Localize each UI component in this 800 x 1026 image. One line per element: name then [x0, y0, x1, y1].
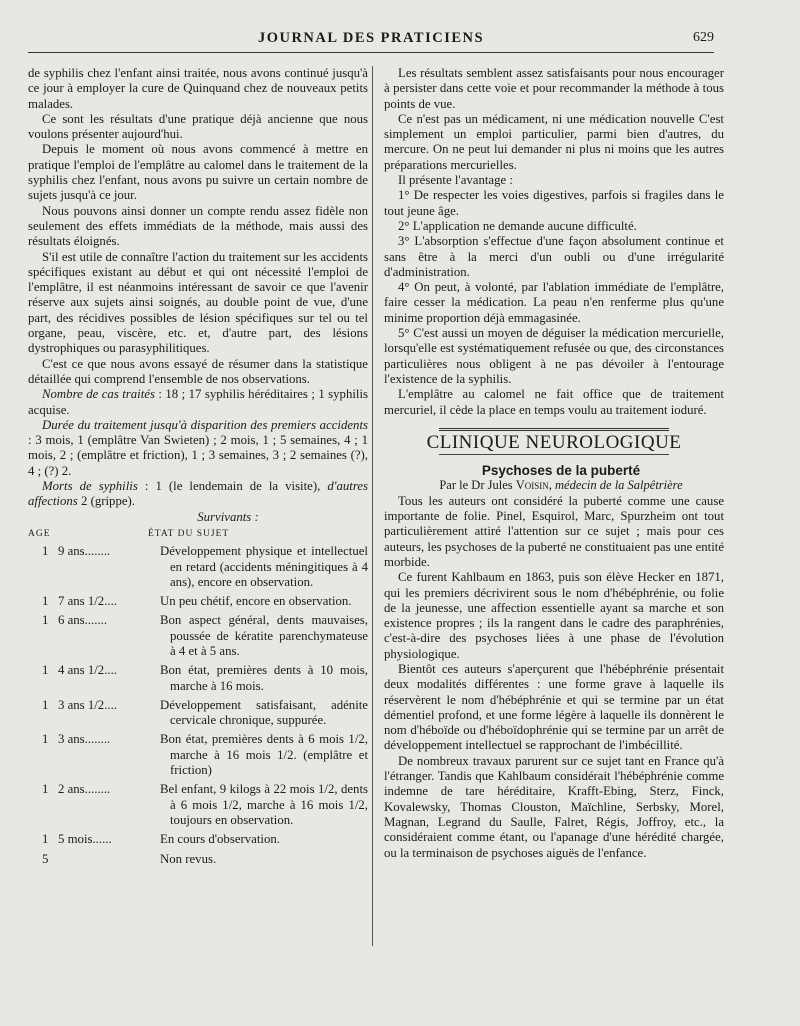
- count-cell: 1: [42, 663, 49, 678]
- count-cell: 1: [42, 782, 49, 797]
- state-cell: Bon état, premières dents à 6 mois 1/2, marche à 16 mois 1/2. (emplâtre et friction): [160, 732, 368, 778]
- state-cell: Bel enfant, 9 kilogs à 22 mois 1/2, dents à 6 mois 1/2, marche à 16 mois 1/2, toujours en observation.: [160, 782, 368, 827]
- advantages-intro: Il présente l'avantage :: [398, 173, 513, 188]
- stat-value: : 3 mois, 1 (emplâtre Van Swieten) ; 2 mois, 1 ; 5 semaines, 4 ; 1 mois, 2 ; (emplâtre et friction), 1 ; 3 semaines, 3 ; 2 semaines (?), 4 ; (?) 2.: [28, 433, 368, 478]
- state-cell: Non revus.: [160, 851, 217, 866]
- state-cell: Développement physique et intellectuel en retard (accidents méningitiques à 4 ans), encore en observation.: [160, 544, 368, 589]
- paragraph: Ce n'est pas un médicament, ni une médication nouvelle C'est simplement un emploi particulier, parmi bien d'autres, du mercure. On ne peut lui demander ni plus ni moins que les autres préparations mercurielles.: [384, 111, 724, 172]
- stat-value: : 18 ; 17 syphilis héréditaires ; 1 syphilis acquise.: [28, 387, 368, 417]
- table-row: [28, 613, 368, 663]
- author-affiliation: , médecin de la Salpêtrière: [548, 478, 683, 493]
- stat-label: Durée du traitement jusqu'à disparition des premiers accidents: [42, 417, 368, 432]
- stat-cases: [28, 387, 368, 418]
- byline-prefix: Par le Dr Jules: [439, 478, 516, 493]
- table-row: [28, 832, 368, 851]
- stat-value: : 1 (le lendemain de la visite),: [137, 479, 328, 494]
- advantage-item: 5° C'est aussi un moyen de déguiser la médication mercurielle, lorsqu'elle est systématiquement refusée ou que, des circonstances particulières nous obligent à ne pas dévoiler à l'entourage l'existence de la syphilis.: [384, 326, 724, 386]
- paragraph: S'il est utile de connaître l'action du traitement sur les accidents spécifiques existant au début et qui ont nécessité l'emploi de l'emplâtre, il est néanmoins intéressant de savoir ce que l'avenir réserve aux sujets ainsi soignés, au double point de vue, d'une part, des récidives possibles de lésion spécifiques sur tel ou tel organe, peau, viscère, etc. et, d'autre part, des lésions dystrophiques ou parasyphilitiques.: [28, 249, 368, 356]
- count-cell: 1: [42, 544, 49, 559]
- running-header: [28, 30, 714, 53]
- stat-value: 2 (grippe).: [77, 494, 135, 509]
- left-column: [28, 66, 368, 871]
- column-header-state: ÉTAT DU SUJET: [148, 528, 230, 539]
- paragraph: Ce sont les résultats d'une pratique déjà ancienne que nous voulons présenter aujourd'hui.: [28, 111, 368, 142]
- table-row: [28, 544, 368, 594]
- stat-duration: [28, 418, 368, 479]
- table-row: [28, 594, 368, 613]
- paragraph: de syphilis chez l'enfant ainsi traitée, nous avons continué jusqu'à ce jour à employer la cure de Quinquand chez de nouveaux petits malades.: [28, 66, 368, 111]
- age-cell: 7 ans 1/2....: [58, 594, 118, 609]
- stat-label: Nombre de cas traités: [42, 387, 155, 402]
- advantage-item: 1° De respecter les voies digestives, parfois si fragiles dans le tout jeune âge.: [384, 188, 724, 218]
- paragraph: C'est ce que nous avons essayé de résumer dans la statistique détaillée qui comprend l'ensemble de nos observations.: [28, 356, 368, 386]
- count-cell: 1: [42, 613, 49, 628]
- age-cell: [58, 852, 148, 871]
- table-header-row: [28, 525, 368, 544]
- paragraph: Les résultats semblent assez satisfaisants pour nous encourager à persister dans cette voie et pour recommander la méthode à tous points de vue.: [384, 66, 724, 111]
- section-rule-bottom: [439, 454, 669, 455]
- table-row: [28, 782, 368, 832]
- stat-label: Morts de syphilis: [42, 479, 138, 494]
- paragraph: Bientôt ces auteurs s'aperçurent que l'hébéphrénie présentait deux modalités différentes : une forme grave à laquelle ils réservèrent le nom d'hébéphrénie et qui se termine par un état démentiel profond, et une forme légère à laquelle ils donnèrent le nom d'héboïde ou d'héboïdophrénie qui se termine par un arrêt de développement intellectuel se rapprochant de l'imbécillité.: [384, 661, 724, 753]
- advantage-item: 4° On peut, à volonté, par l'ablation immédiate de l'emplâtre, faire cesser la médication. La peau n'en renferme plus qu'une minime proportion déjà emmagasinée.: [384, 280, 724, 325]
- article-title: Psychoses de la puberté: [481, 463, 641, 479]
- paragraph: L'emplâtre au calomel ne fait office que de traitement mercuriel, il cède la place en temps voulu au traitement ioduré.: [384, 387, 724, 417]
- paragraph: Depuis le moment où nous avons commencé à mettre en pratique l'emploi de l'emplâtre au calomel dans le traitement de la syphilis chez l'enfant, nous avons pu suivre un certain nombre de sujets jusqu'à ce jour.: [28, 142, 368, 203]
- advantage-item: 2° L'application ne demande aucune difficulté.: [398, 218, 637, 233]
- paragraph: Nous pouvons ainsi donner un compte rendu assez fidèle non seulement des effets immédiats de la méthode, mais aussi des résultats éloignés.: [28, 203, 368, 249]
- paragraph: Ce furent Kahlbaum en 1863, puis son élève Hecker en 1871, qui les premiers décrivirent sous le nom d'hébéphrénie, ou folie de la jeunesse, une affection essentielle ayant sa marche et son existence propres ; ils la rangent dans le cadre des paraphrénies, c'est-à-dire des psychoses liées à une phase de l'évolution physiologique.: [384, 570, 724, 661]
- age-cell: 3 ans 1/2....: [58, 697, 118, 712]
- state-cell: Bon état, premières dents à 10 mois, marche à 16 mois.: [160, 663, 368, 693]
- age-cell: 5 mois......: [58, 832, 112, 847]
- count-cell: 5: [42, 851, 49, 866]
- count-cell: 1: [42, 697, 49, 712]
- table-row: [28, 852, 368, 871]
- journal-title: JOURNAL DES PRATICIENS: [257, 30, 485, 46]
- count-cell: 1: [42, 832, 49, 847]
- age-cell: 6 ans.......: [58, 613, 108, 628]
- table-row: [28, 663, 368, 698]
- article-byline: [384, 478, 724, 493]
- table-row: [28, 698, 368, 733]
- stat-deaths: [28, 479, 368, 510]
- count-cell: 1: [42, 732, 49, 747]
- age-cell: 2 ans........: [58, 782, 111, 797]
- age-cell: 9 ans........: [58, 544, 111, 559]
- age-cell: 3 ans........: [58, 732, 111, 747]
- state-cell: Un peu chétif, encore en observation.: [160, 594, 352, 609]
- survivors-table-body: [28, 544, 368, 871]
- column-header-age: AGE: [28, 528, 51, 539]
- column-divider: [372, 66, 373, 946]
- state-cell: Développement satisfaisant, adénite cervicale chronique, suppurée.: [160, 697, 368, 728]
- section-rule-top: [439, 428, 669, 431]
- section-title: CLINIQUE NEUROLOGIQUE: [426, 431, 682, 453]
- page-number: 629: [693, 30, 714, 45]
- survivors-table: [28, 525, 368, 871]
- state-cell: En cours d'observation.: [160, 832, 280, 847]
- state-cell: Bon aspect général, dents mauvaises, poussée de kératite parenchymateuse à 4 et à 5 ans.: [160, 613, 368, 658]
- advantage-item: 3° L'absorption s'effectue d'une façon absolument continue et sans être à la merci d'un oubli ou d'une irrégularité d'administration.: [384, 234, 724, 279]
- paragraph: Tous les auteurs ont considéré la puberté comme une cause importante de folie. Pinel, Esquirol, Marc, Spurzheim ont tout particulièrement attiré l'attention sur ce sujet ; mais pour ces auteurs, les psychoses de la puberté ne constituaient pas une entité morbide.: [384, 493, 724, 569]
- stat-label: d'autres affections: [28, 479, 369, 509]
- table-row: [28, 732, 368, 782]
- author-name: Voisin: [515, 478, 549, 493]
- survivors-heading: Survivants :: [197, 509, 259, 524]
- count-cell: 1: [42, 594, 49, 609]
- paragraph: De nombreux travaux parurent sur ce sujet tant en France qu'à l'étranger. Tandis que Kahlbaum considérait l'hébéphrénie comme indemne de tare héréditaire, Krafft-Ebing, Sterz, Finck, Kovalewsky, Thomas Clouston, Maïchline, Serbsky, Morel, Magnan, Legrand du Saulle, Falret, Régis, Joffroy, etc., la considéraient comme étant, ou l'apanage d'une hérédité chargée, ou la terminaison de psychoses aiguës de l'enfance.: [384, 753, 724, 860]
- age-cell: 4 ans 1/2....: [58, 663, 118, 678]
- right-column: [384, 66, 724, 861]
